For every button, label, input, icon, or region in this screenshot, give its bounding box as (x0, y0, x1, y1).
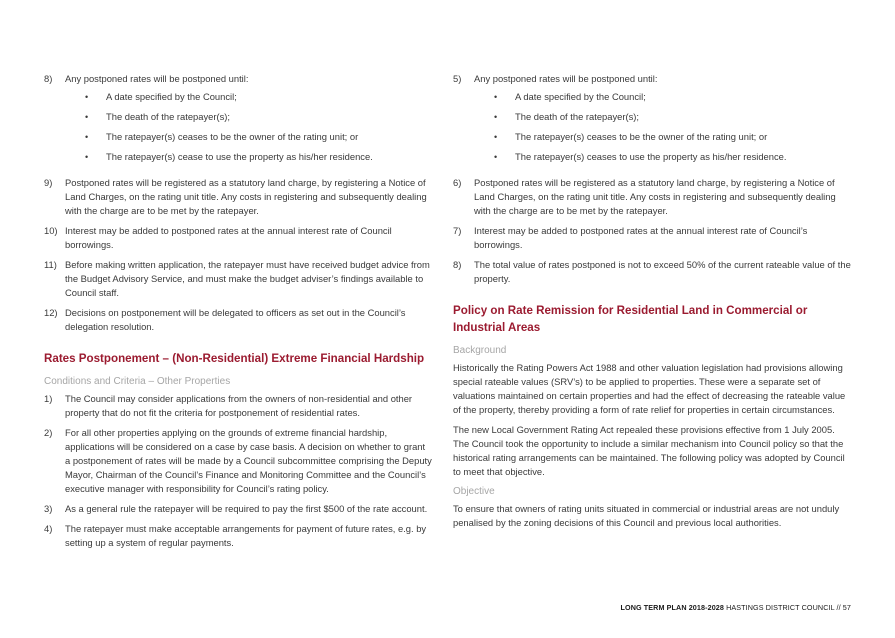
list-item-text: Interest may be added to postponed rates at the annual interest rate of Council borrowings. (65, 225, 392, 250)
bullet-dot-icon: • (494, 112, 498, 122)
left-numbered-list-2 (44, 392, 432, 550)
bullet-text: A date specified by the Council; (106, 91, 237, 102)
list-item-number: 3) (44, 503, 53, 514)
list-item-body (65, 258, 432, 300)
list-item-number: 6) (453, 177, 462, 188)
list-item-number: 10) (44, 225, 58, 236)
right-numbered-list (453, 72, 851, 286)
bullet-text: The death of the ratepayer(s); (515, 111, 640, 122)
list-item-number: 4) (44, 523, 53, 534)
list-item-body (65, 522, 432, 550)
bullet-dot-icon: • (494, 152, 498, 162)
list-item-body (65, 426, 432, 496)
bullet-text: A date specified by the Council; (515, 91, 646, 102)
list-item-number: 5) (453, 73, 462, 84)
list-item-text: Decisions on postponement will be delegated to officers as set out in the Council’s delegation resolution. (65, 307, 406, 332)
list-item (44, 72, 432, 170)
list-item-text: Any postponed rates will be postponed until: (65, 73, 249, 84)
list-item-body (65, 392, 432, 420)
list-item (44, 502, 432, 516)
bullet-dot-icon: • (85, 152, 89, 162)
list-item (44, 224, 432, 252)
list-item-number: 1) (44, 393, 53, 404)
right-column (453, 72, 851, 536)
bullet-item (474, 150, 851, 164)
list-item-body (65, 72, 432, 170)
list-item-text: For all other properties applying on the grounds of extreme financial hardship, applications will be considered on a case by case basis. A decision on whether to grant a postponement of rates will be made by a Council subcommittee comprising the Deputy Mayor, Chairman of the Council’s Finance and Monitoring Committee and the Council’s executive manager with responsibility for Council’s rating policy. (65, 427, 432, 494)
list-item (44, 522, 432, 550)
list-item-number: 11) (44, 259, 57, 270)
list-item-text: The Council may consider applications from the owners of non-residential and other property that do not fit the criteria for postponement of residential rates. (65, 393, 413, 418)
objective-paragraph: To ensure that owners of rating units situated in commercial or industrial areas are not unduly penalised by the zoning decisions of this Council and previous local authorities. (453, 503, 840, 528)
list-item-text: Postponed rates will be registered as a statutory land charge, by registering a Notice of Land Charges, on the rating unit title. Any costs in registering and subsequently dealing with the charge are to be met by the ratepayer. (474, 177, 836, 216)
list-item-text: As a general rule the ratepayer will be required to pay the first $500 of the rate account. (65, 503, 428, 514)
bullet-text: The ratepayer(s) ceases to use the property as his/her residence. (515, 151, 787, 162)
bullet-text: The ratepayer(s) ceases to be the owner of the rating unit; or (515, 131, 768, 142)
bullet-item (65, 110, 432, 124)
bullet-item (65, 150, 432, 164)
subheading-background: Background (453, 345, 507, 356)
list-item-number: 2) (44, 427, 53, 438)
list-item (44, 306, 432, 334)
bullet-list (65, 90, 432, 164)
bullet-dot-icon: • (494, 92, 498, 102)
list-item (44, 258, 432, 300)
bullet-dot-icon: • (85, 112, 89, 122)
bullet-dot-icon: • (85, 132, 89, 142)
left-numbered-list-1 (44, 72, 432, 334)
subheading-objective: Objective (453, 486, 495, 497)
heading-policy-rate-remission: Policy on Rate Remission for Residential Land in Commercial or Industrial Areas (453, 304, 808, 334)
list-item-text: The ratepayer must make acceptable arrangements for payment of future rates, e.g. by setting up a system of regular payments. (65, 523, 427, 548)
list-item-number: 7) (453, 225, 462, 236)
bullet-item (474, 90, 851, 104)
bullet-item (474, 110, 851, 124)
bullet-item (65, 90, 432, 104)
bullet-dot-icon: • (85, 92, 89, 102)
list-item-text: The total value of rates postponed is not to exceed 50% of the current rateable value of the property. (474, 259, 851, 284)
heading-rates-postponement: Rates Postponement – (Non-Residential) Extreme Financial Hardship (44, 352, 425, 365)
list-item-body (474, 258, 851, 286)
background-paragraph-1: Historically the Rating Powers Act 1988 and other valuation legislation had provisions allowing special rateable values (SRV’s) to be applied to properties. These were a separate set of valuations maintained on certain properties and had the effect of decreasing the rateable value of the property, thereby providing a form of rate relief for properties in certain circumstances. (453, 362, 846, 415)
list-item-body (474, 176, 851, 218)
page-footer (621, 603, 851, 613)
background-paragraph-2: The new Local Government Rating Act repealed these provisions effective from 1 July 2005. The Council took the opportunity to include a similar mechanism into Council policy so that the historical rating arrangements can be maintained. The following policy was adopted by Council to meet that objective. (453, 424, 845, 477)
list-item-body (474, 224, 851, 252)
list-item (44, 426, 432, 496)
list-item-body (474, 72, 851, 170)
list-item-body (65, 502, 432, 516)
bullet-item (474, 130, 851, 144)
list-item-number: 12) (44, 307, 58, 318)
list-item-number: 9) (44, 177, 53, 188)
list-item-number: 8) (453, 259, 462, 270)
list-item-body (65, 306, 432, 334)
list-item (44, 392, 432, 420)
list-item-body (65, 224, 432, 252)
list-item-text: Before making written application, the ratepayer must have received budget advice from the Budget Advisory Service, and must make the budget adviser’s findings available to Council staff. (65, 259, 430, 298)
footer-council-page: HASTINGS DISTRICT COUNCIL // 57 (723, 603, 851, 612)
bullet-text: The death of the ratepayer(s); (106, 111, 231, 122)
footer-plan-title: LONG TERM PLAN 2018-2028 (620, 603, 724, 612)
bullet-list (474, 90, 851, 164)
left-column (44, 72, 432, 556)
list-item (453, 224, 851, 252)
list-item-text: Interest may be added to postponed rates at the annual interest rate of Council’s borrowings. (474, 225, 808, 250)
bullet-text: The ratepayer(s) ceases to be the owner of the rating unit; or (106, 131, 359, 142)
list-item (453, 176, 851, 218)
bullet-item (65, 130, 432, 144)
list-item-number: 8) (44, 73, 53, 84)
list-item-text: Any postponed rates will be postponed until: (474, 73, 658, 84)
bullet-dot-icon: • (494, 132, 498, 142)
list-item-body (65, 176, 432, 218)
list-item (44, 176, 432, 218)
list-item (453, 72, 851, 170)
list-item-text: Postponed rates will be registered as a statutory land charge, by registering a Notice of Land Charges, on the rating unit title. Any costs in registering and subsequently dealing with the charge are to be met by the ratepayer. (65, 177, 427, 216)
list-item (453, 258, 851, 286)
bullet-text: The ratepayer(s) cease to use the property as his/her residence. (106, 151, 373, 162)
subheading-conditions-criteria: Conditions and Criteria – Other Properties (44, 376, 231, 387)
